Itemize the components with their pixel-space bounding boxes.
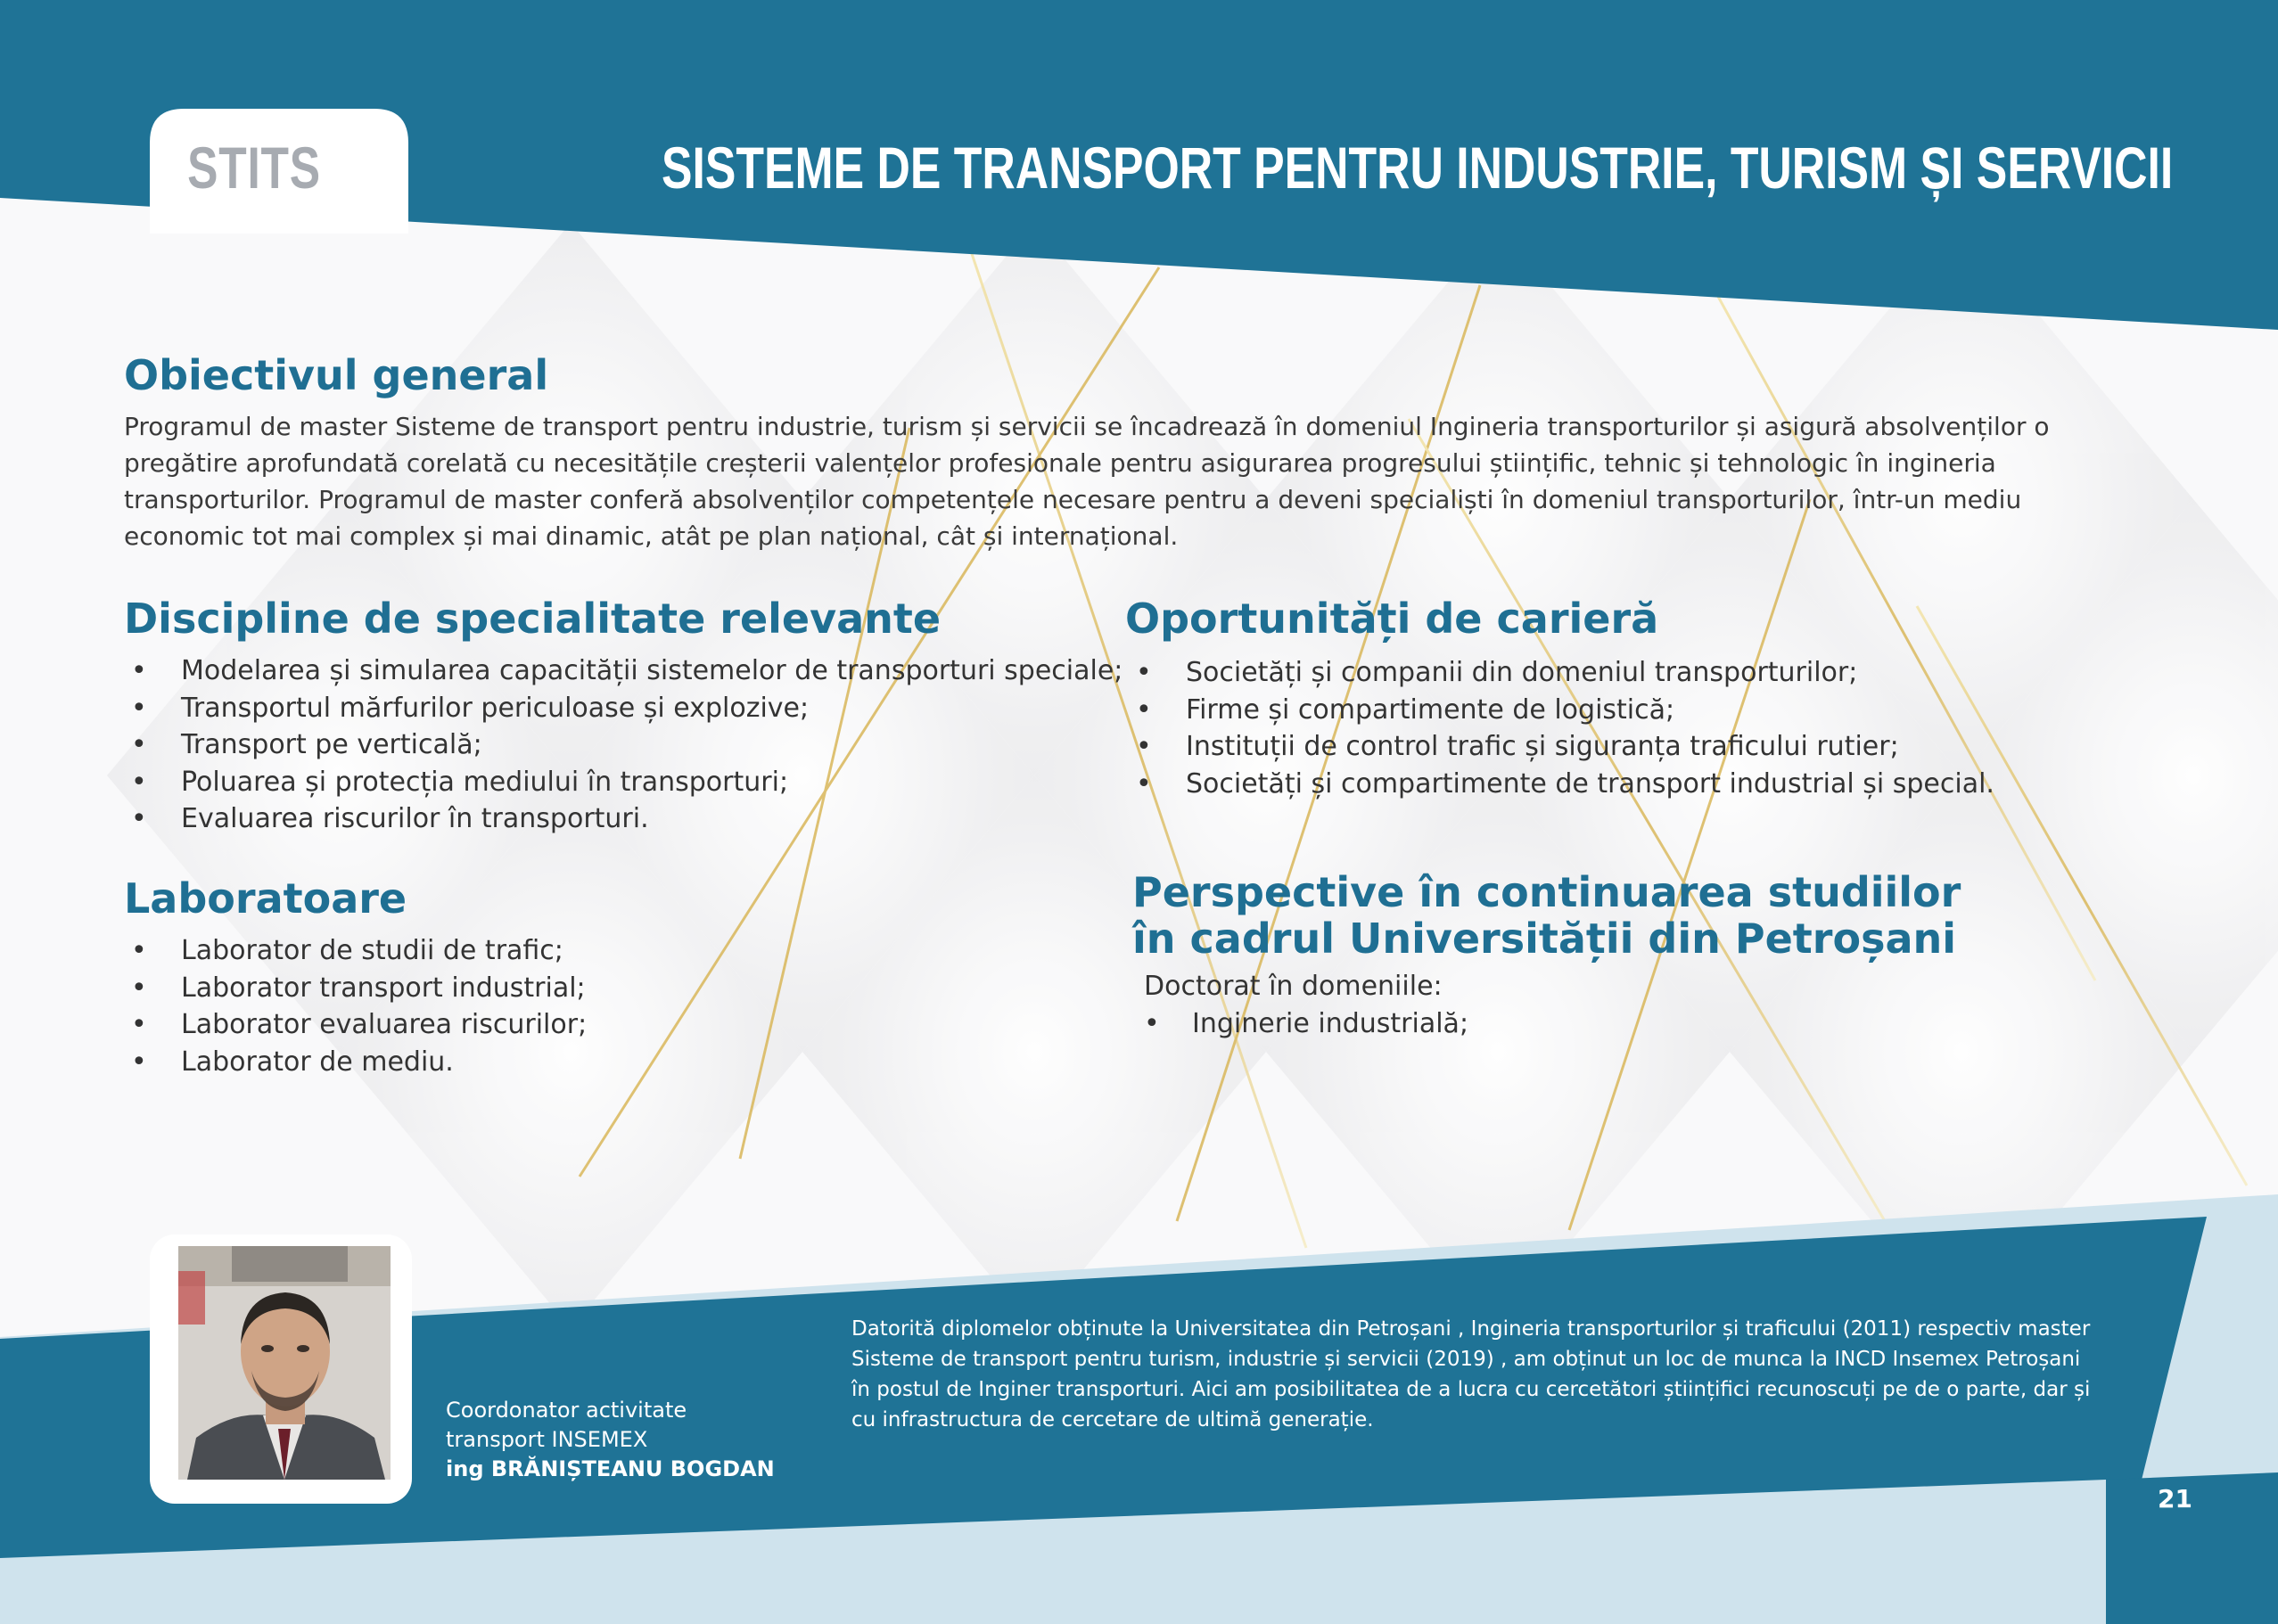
page-number: 21 xyxy=(2158,1484,2192,1513)
labs-list xyxy=(124,932,587,1080)
objective-text: Programul de master Sisteme de transport pentru industrie, turism și servicii se încadrează în domeniul Ingineria transporturilor și asigură absolvenților o pregătire aprofundată corelată cu necesitățile creșterii valențelor profesionale pentru asigurarea progresului științific, tehnic și tehnologic în ingineria transporturilor. Programul de master conferă absolvenților competențele necesare pentru a deveni specialiști în domeniul transporturilor, într-un mediu economic tot mai complex și mai dinamic, atât pe plan național, cât și internațional. xyxy=(124,412,2050,551)
list-item: • Poluarea și protecția mediului în transporturi; xyxy=(124,764,1123,801)
program-code-tab: STITS xyxy=(187,135,321,201)
disciplines-heading: Discipline de specialitate relevante xyxy=(124,595,942,643)
coordinator-role-line1: Coordonator activitate xyxy=(446,1398,687,1423)
objective-heading: Obiectivul general xyxy=(124,351,549,399)
list-item: • Transport pe verticală; xyxy=(124,726,1123,764)
coordinator-photo xyxy=(178,1246,391,1480)
perspectives-list xyxy=(1137,1005,1468,1043)
perspectives-heading-line2: în cadrul Universității din Petroșani xyxy=(1132,915,1957,963)
portrait-image xyxy=(178,1246,391,1480)
list-item: • Laborator de studii de trafic; xyxy=(124,932,587,970)
list-item: • Evaluarea riscurilor în transporturi. xyxy=(124,800,1123,838)
coordinator-info xyxy=(446,1396,775,1484)
labs-heading: Laboratoare xyxy=(124,874,407,923)
careers-list xyxy=(1129,654,1994,802)
list-item: • Modelarea și simularea capacității sistemelor de transporturi speciale; xyxy=(124,652,1123,690)
coordinator-name: ing BRĂNIȘTEANU BOGDAN xyxy=(446,1456,775,1481)
disciplines-list xyxy=(124,652,1123,838)
page-title: SISTEME DE TRANSPORT PENTRU INDUSTRIE, TURISM ȘI SERVICII xyxy=(662,135,2174,201)
perspectives-heading-line1: Perspective în continuarea studiilor xyxy=(1132,868,1961,916)
list-item: • Laborator evaluarea riscurilor; xyxy=(124,1006,587,1044)
list-item: • Societăți și compartimente de transport industrial și special. xyxy=(1129,766,1994,803)
perspectives-intro: Doctorat în domeniile: xyxy=(1144,971,1443,1002)
testimonial-text: Datorită diplomelor obținute la Universitatea din Petroșani , Ingineria transporturilor și traficului (2011) respectiv master Sisteme de transport pentru turism, industrie și servicii (2019) , am obținut un loc de munca la INCD Insemex Petroșani în postul de Inginer transporturi. Aici am posibilitatea de a lucra cu cercetători științifici recunoscuți pe de o parte, dar și cu infrastructura de cercetare de ultimă generație. xyxy=(851,1317,2091,1431)
careers-heading: Oportunități de carieră xyxy=(1125,595,1659,643)
list-item: • Laborator de mediu. xyxy=(124,1044,587,1081)
list-item: • Inginerie industrială; xyxy=(1137,1005,1468,1043)
list-item: • Transportul mărfurilor periculoase și explozive; xyxy=(124,690,1123,727)
list-item: • Instituții de control trafic și siguranța traficului rutier; xyxy=(1129,728,1994,766)
list-item: • Laborator transport industrial; xyxy=(124,970,587,1007)
list-item: • Firme și compartimente de logistică; xyxy=(1129,692,1994,729)
list-item: • Societăți și companii din domeniul transporturilor; xyxy=(1129,654,1994,692)
coordinator-role-line2: transport INSEMEX xyxy=(446,1427,648,1452)
